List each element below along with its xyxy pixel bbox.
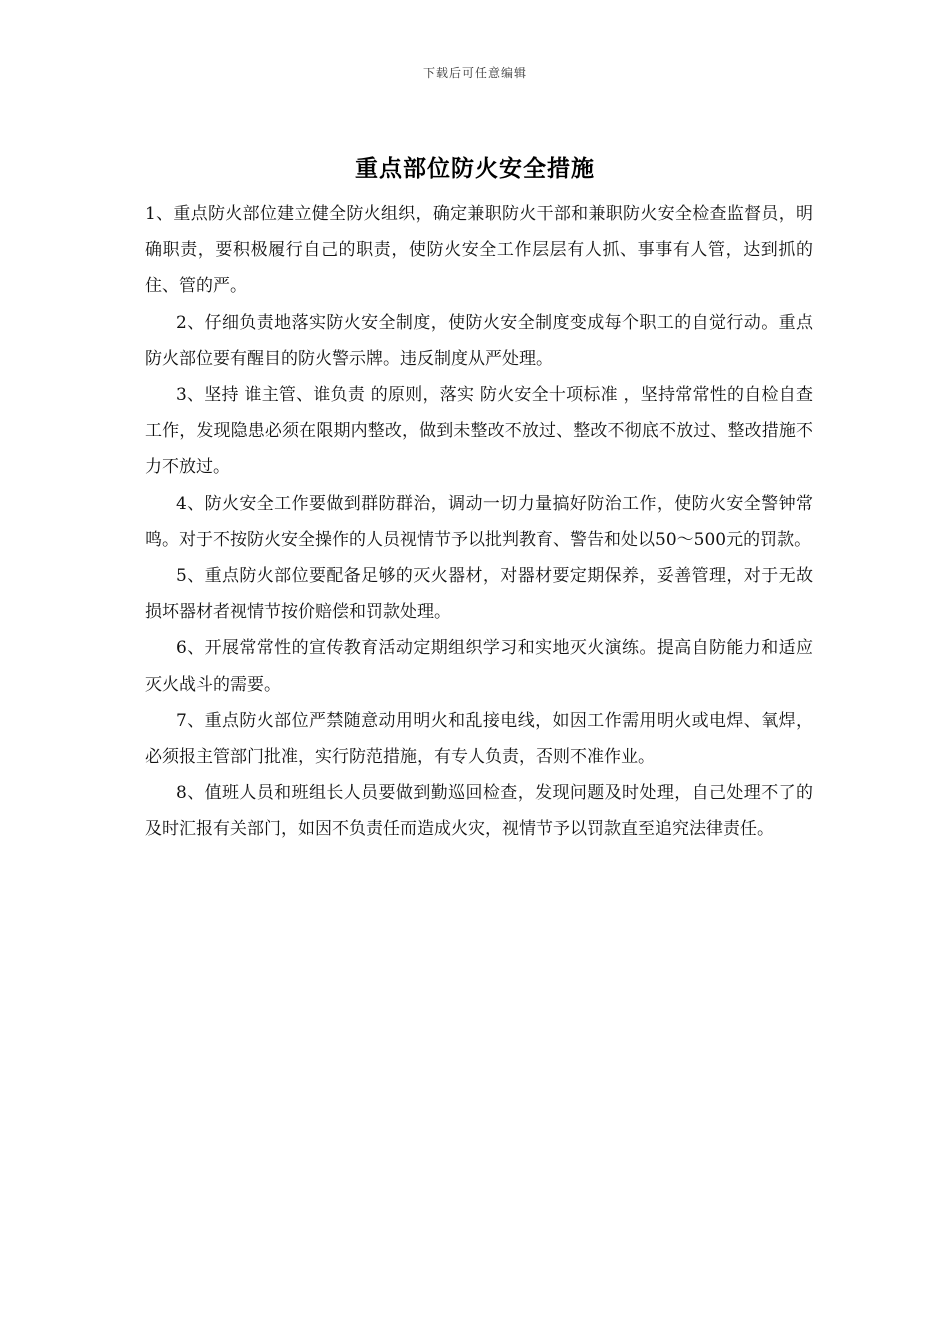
header-note: 下载后可任意编辑 [422,66,527,80]
paragraph-7: 7、重点防火部位严禁随意动用明火和乱接电线，如因工作需用明火或电焊、氧焊，必须报主管部门批准，实行防范措施，有专人负责，否则不准作业。 [145,710,813,768]
paragraph-2: 2、仔细负责地落实防火安全制度，使防火安全制度变成每个职工的自觉行动。重点防火部位要有醒目的防火警示牌。违反制度从严处理。 [145,312,813,369]
paragraph-6: 6、开展常常性的宣传教育活动定期组织学习和实地灭火演练。提高自防能力和适应灭火战斗的需要。 [145,638,813,695]
paragraph-8: 8、值班人员和班组长人员要做到勤巡回检查，发现问题及时处理，自己处理不了的及时汇报有关部门，如因不负责任而造成火灾，视情节予以罚款直至追究法律责任。 [145,783,813,840]
paragraph-4: 4、防火安全工作要做到群防群治，调动一切力量搞好防治工作，使防火安全警钟常鸣。对于不按防火安全操作的人员视情节予以批判教育、警告和处以50～500元的罚款。 [145,493,813,550]
document-title: 重点部位防火安全措施 [355,155,595,182]
document-body [145,196,813,848]
paragraph-5: 5、重点防火部位要配备足够的灭火器材，对器材要定期保养，妥善管理，对于无故损坏器材者视情节按价赔偿和罚款处理。 [145,566,813,623]
paragraph-1: 1、重点防火部位建立健全防火组织，确定兼职防火干部和兼职防火安全检查监督员，明确职责，要积极履行自己的职责，使防火安全工作层层有人抓、事事有人管，达到抓的住、管的严。 [145,204,813,297]
paragraph-3: 3、坚持 谁主管、谁负责 的原则，落实 防火安全十项标准 ，坚持常常性的自检自查工作，发现隐患必须在限期内整改，做到未整改不放过、整改不彻底不放过、整改措施不力不放过。 [145,385,813,478]
